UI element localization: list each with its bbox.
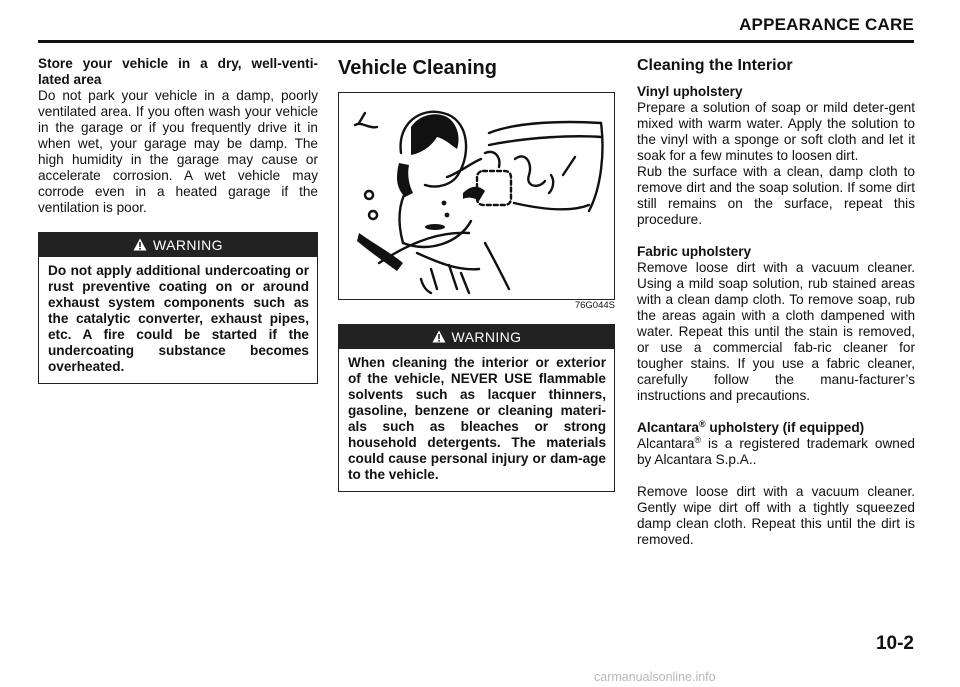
solvents-warning-text: When cleaning the interior or exterior of the vehicle, NEVER USE flammable solvents such as lacquer thinners, gasoline, benzene or cleaning materi-als such as bleaches or strong household detergents. The materials could cause personal injury or dam-age to the vehicle. [348, 355, 606, 482]
undercoating-warning-box [38, 232, 318, 384]
fabric-body: Remove loose dirt with a vacuum cleaner. Using a mild soap solution, rub stained areas with a clean damp cloth. To remove soap, rub the areas again with a cloth dampened with water. Repeat this until the stain is removed, or use a commercial fab-ric cleaner for tougher stains. If you use a fabric cleaner, carefully follow the manu-facturer’s instructions and precautions. [637, 260, 915, 403]
right-column [637, 56, 915, 548]
alcantara-heading-suffix: upholstery (if equipped) [705, 420, 865, 435]
woman-cleaning-car-drawing [339, 93, 614, 299]
source-watermark: carmanualsonline.info [594, 670, 716, 684]
storage-heading-line1: Store your vehicle in a dry, well-venti- [38, 56, 318, 71]
undercoating-warning-text: Do not apply additional undercoating or rust preventive coating on or around exhaust system components such as the catalytic converter, exhaust pipes, etc. A fire could be started if the undercoating substance becomes overheated. [48, 263, 309, 374]
alcantara-heading [637, 420, 915, 436]
alcantara-trademark [637, 436, 915, 468]
storage-heading-line2: lated area [38, 72, 102, 87]
illustration-code: 76G044S [574, 300, 615, 311]
warning-triangle-icon [133, 238, 147, 251]
middle-warning-wrapper [338, 324, 615, 492]
vinyl-body-2: Rub the surface with a clean, damp cloth to remove dirt and the soap solution. If some dirt still remains on the surface, repeat this procedure. [637, 164, 915, 227]
alcantara-body: Remove loose dirt with a vacuum cleaner. Gently wipe dirt off with a tightly squeezed damp clean cloth. Repeat this until the dirt is removed. [637, 484, 915, 547]
page-number: 10-2 [875, 633, 914, 654]
warning-triangle-icon [432, 330, 446, 343]
left-column [38, 56, 318, 384]
solvents-warning-box [338, 324, 615, 492]
fabric-heading: Fabric upholstery [637, 244, 752, 259]
vinyl-body: Prepare a solution of soap or mild deter-gent mixed with warm water. Apply the solution to the vinyl with a sponge or soft cloth and let it soak for a few minutes to loosen dirt. [637, 100, 915, 163]
warning-banner [339, 325, 614, 349]
warning-banner [39, 233, 317, 257]
header-rule [38, 40, 914, 43]
page-header-title: APPEARANCE CARE [739, 15, 914, 34]
alcantara-tm-suffix: is a registered trademark owned by Alcantara S.p.A.. [637, 436, 915, 467]
warning-label: WARNING [451, 329, 522, 345]
vinyl-heading: Vinyl upholstery [637, 84, 743, 99]
vehicle-cleaning-illustration [338, 92, 615, 300]
warning-label: WARNING [153, 237, 223, 253]
registered-mark: ® [694, 435, 702, 445]
alcantara-tm-text: Alcantara [637, 436, 695, 451]
alcantara-heading-text: Alcantara [637, 420, 699, 435]
storage-body: Do not park your vehicle in a damp, poorly ventilated area. If you often wash your vehicle in the garage or if you frequently drive it in when wet, your garage may be damp. The high humidity in the garage may cause or accelerate corrosion. A wet vehicle may corrode even in a heated garage if the ventilation is poor. [38, 88, 318, 215]
middle-column [338, 56, 615, 80]
vehicle-cleaning-heading: Vehicle Cleaning [338, 57, 497, 79]
registered-mark: ® [698, 419, 706, 429]
storage-heading [38, 56, 318, 88]
cleaning-interior-heading: Cleaning the Interior [637, 57, 793, 74]
